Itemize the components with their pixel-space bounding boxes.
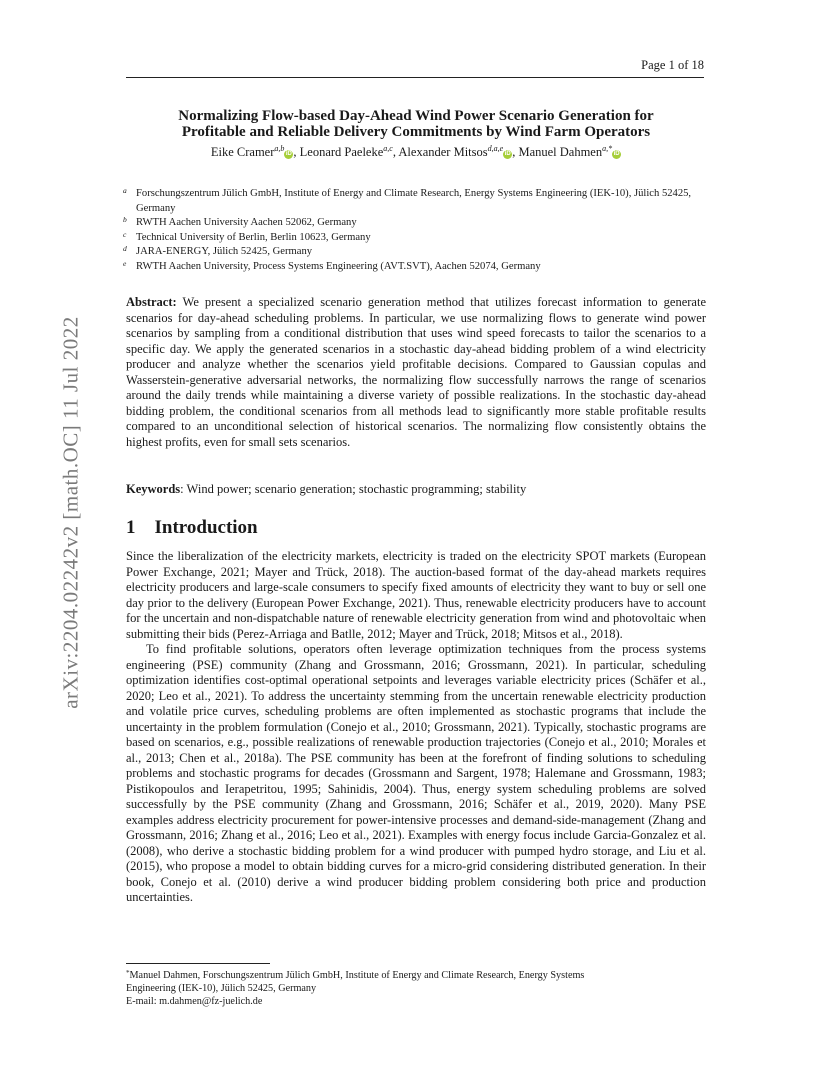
paper-title — [126, 108, 706, 140]
keywords-text: : Wind power; scenario generation; stochastic programming; stability — [180, 482, 527, 496]
section-heading — [126, 517, 258, 539]
paragraph: To find profitable solutions, operators often leverage optimization techniques from the process systems engineering (PSE) community (Zhang and Grossmann, 2016; Grossmann, 2021). In particular, scheduling optimization identifies cost-optimal operational setpoints and leverages variable electricity prices (Schäfer et al., 2020; Leo et al., 2021). To address the uncertainty stemming from the uncertain renewable electricity production and volatile price curves, scheduling problems are often implemented as stochastic programs that include the uncertainty in the problem formulation (Conejo et al., 2010; Grossmann, 2021). Typically, stochastic programs are based on scenarios, e.g., possible realizations of renewable production trajectories (Conejo et al., 2010; Morales et al., 2013; Chen et al., 2018a). The PSE community has been at the forefront of finding solutions to scheduling problems and stochastic programs for decades (Grossmann and Sargent, 1978; Halemane and Grossmann, 1983; Pistikopoulos and Ierapetritou, 1995; Sahinidis, 2004). Thus, energy system scheduling problems are solved successfully by the PSE community (Zhang and Grossmann, 2016; Schäfer et al., 2019, 2020). Many PSE examples address electricity procurement for power-intensive processes and demand-side-management (Zhang and Grossmann, 2016; Zhang et al., 2016; Leo et al., 2021). Examples with energy focus include Garcia-Gonzalez et al. (2008), who derive a stochastic bidding problem for a wind producer with pumped hydro storage, and Liu et al. (2015), who propose a model to obtain bidding curves for a micro-grid considering distributed generation. In their book, Conejo et al. (2010) derive a wind producer bidding problem considering both price and production uncertainties. — [126, 642, 706, 904]
section-title: Introduction — [154, 517, 258, 538]
abstract-label: Abstract: — [126, 295, 177, 309]
footnote — [126, 967, 706, 1008]
title-block — [126, 108, 706, 160]
footnote-text: Manuel Dahmen, Forschungszentrum Jülich GmbH, Institute of Energy and Climate Research, Energy Systems — [129, 970, 585, 981]
affiliation-list — [123, 187, 707, 274]
affiliation-item — [123, 260, 707, 275]
affiliation-item — [123, 216, 707, 231]
orcid-icon[interactable]: iD — [285, 151, 292, 157]
affiliation-mark: e — [123, 258, 127, 268]
affiliation-text: Technical University of Berlin, Berlin 10623, Germany — [136, 231, 371, 243]
affiliation-item — [123, 245, 707, 260]
section-body — [126, 549, 706, 906]
footnote-mark: * — [126, 969, 130, 977]
keywords-label: Keywords — [126, 482, 181, 496]
affiliation-item — [123, 187, 707, 216]
affiliation-mark: b — [123, 215, 127, 224]
abstract — [126, 295, 706, 450]
author-affiliation-mark: d,a,e — [487, 144, 504, 153]
orcid-icon[interactable]: iD — [504, 151, 511, 157]
author-list: Eike Cramer$^{a,b}$iD , Leonard Paeleke$^{a,c}$, Alexander Mitsos$^{d,a,e}$iD , Manuel Dahmen$^{a,*}$iD — [210, 144, 620, 159]
affiliation-text: JARA-ENERGY, Jülich 52425, Germany — [136, 246, 313, 257]
footnote-line — [126, 967, 706, 982]
affiliation-text: Forschungszentrum Jülich GmbH, Institute of Energy and Climate Research, Energy Systems Engineering (IEK-10), Jülich 52425, Germany — [136, 188, 692, 214]
author-name: Manuel Dahmen — [518, 145, 603, 159]
orcid-icon[interactable]: iD — [613, 151, 620, 157]
footnote-email[interactable]: E-mail: m.dahmen@fz-juelich.de — [126, 996, 263, 1007]
paragraph: Since the liberalization of the electricity markets, electricity is traded on the electricity SPOT markets (European Power Exchange, 2021; Mayer and Trück, 2018). The auction-based format of the day-ahead markets requires electricity producers and large-scale consumers to specify fixed amounts of electricity they want to buy or sell one day prior to the delivery (European Power Exchange, 2021). Thus, renewable electricity producers have to account for the uncertain and non-dispatchable nature of renewable electricity generation from wind and photovoltaic when submitting their bids (Perez-Arriaga and Batlle, 2012; Mayer and Trück, 2018; Mitsos et al., 2018). — [126, 549, 706, 641]
footnote-line: Engineering (IEK-10), Jülich 52425, Germany — [126, 983, 317, 994]
abstract-text: We present a specialized scenario generation method that utilizes forecast information to generate scenarios for day-ahead scheduling problems. In particular, we use normalizing flows to generate wind power scenarios by sampling from a conditional distribution that uses wind speed forecasts to tailor the scenarios to a specific day. We apply the generated scenarios in a stochastic day-ahead bidding problem of a wind electricity producer and analyze whether the scenarios yield profitable decisions. Compared to Gaussian copulas and Wasserstein-generative adversarial networks, the normalizing flow successfully narrows the range of scenarios around the daily trends while maintaining a diverse variety of possible realizations. In the stochastic day-ahead bidding problem, the conditional scenarios from all methods lead to significantly more stable profitable results compared to an unconditional selection of historical scenarios. The normalizing flow consistently obtains the highest profits, even for small sets scenarios. — [126, 295, 706, 449]
affiliation-mark: a — [123, 186, 127, 195]
page-number: Page 1 of 18 — [641, 58, 704, 72]
author-name: Leonard Paeleke — [299, 145, 384, 159]
affiliation-text: RWTH Aachen University Aachen 52062, Germany — [136, 217, 357, 228]
keywords — [126, 482, 706, 497]
author-affiliation-mark: a,* — [602, 144, 613, 153]
affiliation-item — [123, 231, 707, 246]
arxiv-identifier-stamp[interactable]: arXiv:2204.02242v2 [math.OC] 11 Jul 2022 — [58, 316, 83, 709]
section-number: 1 — [126, 517, 136, 538]
footnote-divider — [126, 963, 270, 964]
title-line-1: Normalizing Flow-based Day-Ahead Wind Power Scenario Generation for — [178, 108, 654, 124]
affiliation-mark: c — [123, 229, 127, 239]
affiliation-mark: d — [123, 244, 127, 253]
title-line-2: Profitable and Reliable Delivery Commitments by Wind Farm Operators — [181, 124, 651, 140]
author-name: Eike Cramer — [210, 145, 275, 159]
author-affiliation-mark: a,c — [383, 144, 393, 153]
author-name: Alexander Mitsos — [398, 145, 488, 159]
page-header — [126, 58, 704, 78]
affiliation-text: RWTH Aachen University, Process Systems Engineering (AVT.SVT), Aachen 52074, Germany — [136, 260, 541, 272]
author-affiliation-mark: a,b — [274, 144, 285, 153]
